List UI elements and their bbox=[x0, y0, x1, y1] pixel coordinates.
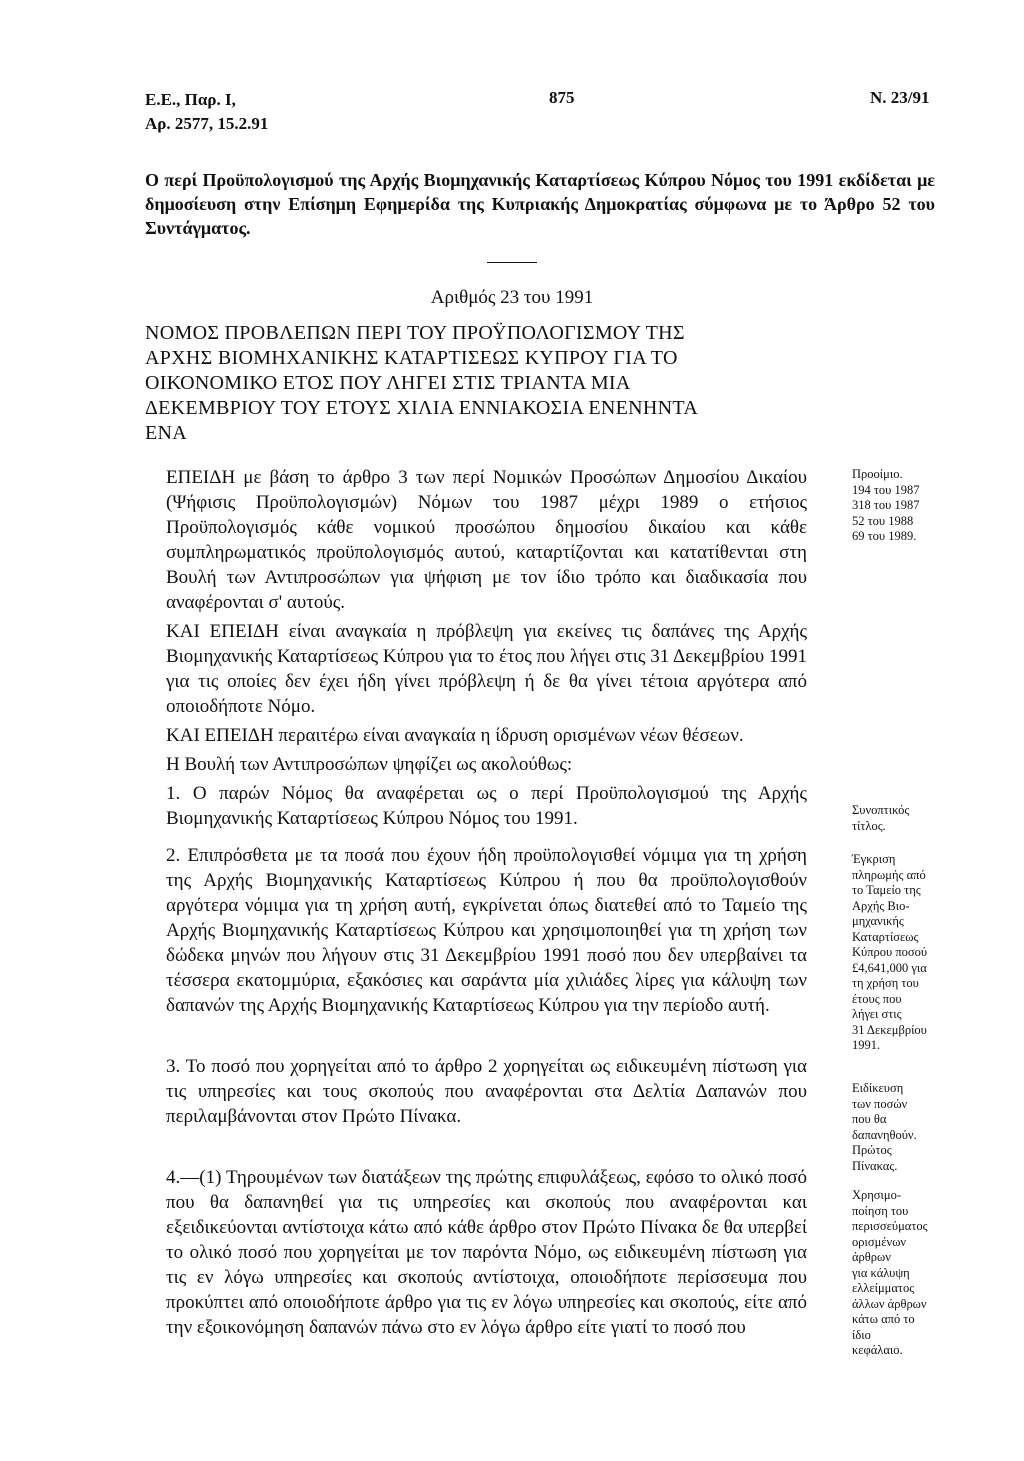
section-4: 4.—(1) Τηρουμένων των διατάξεων της πρώτης επιφυλάξεως, εφόσο το ολικό ποσό που θα δαπανηθεί για τις υπηρεσίες και σκοπούς που αναφέρονται και εξειδικεύονται αντίστοιχα κάτω από κάθε άρθρο στον Πρώτο Πίνακα δε θα υπερβεί το ολικό ποσό που χορηγείται με τον παρόντα Νόμο, ως ειδικευμένη πίστωση για τις εν λόγω υπηρεσίες και σκοπούς αντίστοιχα, οποιοδήποτε περίσσευμα που προκύπτει από οποιοδήποτε άρθρο για τις εν λόγω υπηρεσίες και σκοπούς, είτε από την εξοικονόμηση δαπανών πάνω στο εν λόγω άρθρο είτε γιατί το ποσό που bbox=[166, 1167, 807, 1338]
margin-note-line: περισσεύματος bbox=[852, 1219, 928, 1233]
margin-note-line: άρθρων bbox=[852, 1250, 891, 1264]
margin-note-line: των ποσών bbox=[852, 1096, 908, 1111]
margin-note-line: Καταρτίσεως bbox=[852, 929, 919, 944]
margin-note-line: έτους που bbox=[852, 991, 902, 1006]
margin-note-line: κάτω από το bbox=[852, 1312, 915, 1326]
margin-note-line: λήγει στις bbox=[852, 1007, 902, 1021]
section-2: 2. Επιπρόσθετα με τα ποσά που έχουν ήδη προϋπολογισθεί νόμιμα για τη χρήση της Αρχής Βιομηχανικής Καταρτίσεως Κύπρου ή που θα προϋπολογισθούν αργότερα νόμιμα για τη χρήση αυτή, εγκρίνεται όπως διατεθεί από το Ταμείο της Αρχής Βιομηχανικής Καταρτίσεως Κύπρου και χρησιμοποιηθεί για τη χρήση των δώδεκα μηνών που λήγουν στις 31 Δεκεμβρίου 1991 ποσό που δεν υπερβαίνει τα τέσσερα εκατομμύρια, εξακόσιες και σαράντα μία χιλιάδες λίρες για κάλυψη των δαπανών της Αρχής Βιομηχανικής Καταρτίσεως Κύπρου για την περίοδο αυτή. bbox=[166, 845, 807, 1016]
whereas-clause-2: ΚΑΙ ΕΠΕΙΔΗ είναι αναγκαία η πρόβλεψη για εκείνες τις δαπάνες της Αρχής Βιομηχανικής Καταρτίσεως Κύπρου για το έτος που λήγει στις 31 Δεκεμβρίου 1991 για τις οποίες δεν έχει ήδη γίνει πρόβλεψη ή δε θα γίνει τέτοια αργότερα από οποιοδήποτε Νόμο. bbox=[166, 621, 807, 717]
margin-note-specification bbox=[852, 1081, 972, 1174]
margin-note-line: 31 Δεκεμβρίου bbox=[852, 1022, 927, 1037]
margin-note-line: Πίνακας. bbox=[852, 1158, 898, 1173]
margin-note-line: 69 του 1989. bbox=[852, 529, 917, 543]
margin-note-line: άλλων άρθρων bbox=[852, 1296, 927, 1311]
whereas-clause-1: ΕΠΕΙΔΗ με βάση το άρθρο 3 των περί Νομικών Προσώπων Δημοσίου Δικαίου (Ψήφισις Προϋπολογισμών) Νόμων του 1987 μέχρι 1989 ο ετήσιος Προϋπολογισμός κάθε νομικού προσώπου δημοσίου δικαίου και κάθε συμπληρωματικός προϋπολογισμός αυτού, καταρτίζονται και κατατίθενται στη Βουλή των Αντιπροσώπων για ψήφιση με τον ίδιο τρόπο και διαδικασία που αναφέρονται σ' αυτούς. bbox=[166, 467, 807, 613]
margin-note-line: που θα bbox=[852, 1112, 887, 1126]
margin-note-line: τη χρήση του bbox=[852, 976, 919, 990]
law-title-line: ΝΟΜΟΣ ΠΡΟΒΛΕΠΩΝ ΠΕΡΙ ΤΟΥ ΠΡΟΫΠΟΛΟΓΙΣΜΟΥ ΤΗΣ bbox=[145, 322, 685, 344]
margin-note-preamble bbox=[852, 467, 972, 545]
margin-note-short-title bbox=[852, 803, 972, 834]
law-title-line: ΔΕΚΕΜΒΡΙΟΥ ΤΟΥ ΕΤΟΥΣ ΧΙΛΙΑ ΕΝΝΙΑΚΟΣΙΑ ΕΝΕΝΗΝΤΑ bbox=[145, 397, 699, 419]
law-title bbox=[145, 321, 845, 446]
margin-note-line: πληρωμής από bbox=[852, 867, 926, 882]
margin-note-line: ίδιο bbox=[852, 1327, 871, 1342]
margin-note-line: Έγκριση bbox=[852, 852, 896, 866]
whereas-clause-3: ΚΑΙ ΕΠΕΙΔΗ περαιτέρω είναι αναγκαία η ίδρυση ορισμένων νέων θέσεων. bbox=[166, 725, 744, 746]
margin-note-line: κεφάλαιο. bbox=[852, 1343, 903, 1357]
law-reference: Ν. 23/91 bbox=[870, 88, 930, 107]
gazette-issue: Αρ. 2577, 15.2.91 bbox=[145, 114, 269, 133]
margin-note-line: Συνοπτικός bbox=[852, 803, 910, 817]
section-3: 3. Το ποσό που χορηγείται από το άρθρο 2 χορηγείται ως ειδικευμένη πίστωση για τις υπηρεσίες και τους σκοπούς που αναφέρονται στα Δελτία Δαπανών που περιλαμβάνονται στον Πρώτο Πίνακα. bbox=[166, 1056, 807, 1127]
margin-note-line: για κάλυψη bbox=[852, 1265, 910, 1280]
law-number: Αριθμός 23 του 1991 bbox=[430, 287, 594, 308]
margin-note-line: Χρησιμο- bbox=[852, 1188, 902, 1202]
margin-note-line: £4,641,000 για bbox=[852, 960, 927, 975]
margin-note-surplus bbox=[852, 1188, 972, 1359]
gazette-part: Ε.Ε., Παρ. Ι, bbox=[145, 90, 236, 109]
margin-note-line: ελλείμματος bbox=[852, 1281, 915, 1295]
margin-note-line: Ειδίκευση bbox=[852, 1081, 904, 1095]
page-number: 875 bbox=[549, 88, 575, 107]
law-title-line: ΟΙΚΟΝΟΜΙΚΟ ΕΤΟΣ ΠΟΥ ΛΗΓΕΙ ΣΤΙΣ ΤΡΙΑΝΤΑ ΜΙΑ bbox=[145, 372, 631, 394]
section-1: 1. Ο παρών Νόμος θα αναφέρεται ως ο περί Προϋπολογισμού της Αρχής Βιομηχανικής Καταρτίσεως Κύπρου Νόμος του 1991. bbox=[166, 783, 807, 829]
margin-note-line: το Ταμείο της bbox=[852, 883, 921, 897]
margin-note-line: Αρχής Βιο- bbox=[852, 898, 910, 913]
margin-note-approval bbox=[852, 852, 972, 1054]
separator-rule bbox=[487, 262, 537, 263]
margin-note-line: τίτλος. bbox=[852, 818, 886, 833]
margin-note-line: 1991. bbox=[852, 1038, 881, 1052]
margin-note-line: ορισμένων bbox=[852, 1234, 907, 1249]
margin-note-line: 318 του 1987 bbox=[852, 498, 920, 512]
margin-note-line: Κύπρου ποσού bbox=[852, 945, 928, 959]
law-title-line: ΕΝΑ bbox=[145, 422, 188, 444]
gazette-header bbox=[145, 88, 268, 136]
margin-note-line: 52 του 1988 bbox=[852, 513, 914, 528]
margin-note-line: ποίηση του bbox=[852, 1203, 909, 1218]
margin-note-line: Πρώτος bbox=[852, 1143, 892, 1157]
law-title-line: ΑΡΧΗΣ ΒΙΟΜΗΧΑΝΙΚΗΣ ΚΑΤΑΡΤΙΣΕΩΣ ΚΥΠΡΟΥ ΓΙΑ ΤΟ bbox=[145, 347, 678, 369]
margin-note-line: μηχανικής bbox=[852, 914, 904, 928]
margin-note-line: 194 του 1987 bbox=[852, 482, 920, 497]
enacting-formula: Η Βουλή των Αντιπροσώπων ψηφίζει ως ακολούθως: bbox=[166, 754, 573, 775]
law-body bbox=[145, 465, 807, 1340]
margin-note-line: δαπανηθούν. bbox=[852, 1127, 917, 1142]
margin-note-line: Προοίμιο. bbox=[852, 467, 903, 481]
publication-preamble: Ο περί Προϋπολογισμού της Αρχής Βιομηχανικής Καταρτίσεως Κύπρου Νόμος του 1991 εκδίδεται με δημοσίευση στην Επίσημη Εφημερίδα της Κυπριακής Δημοκρατίας σύμφωνα με το Άρθρο 52 του Συντάγματος. bbox=[145, 170, 935, 238]
